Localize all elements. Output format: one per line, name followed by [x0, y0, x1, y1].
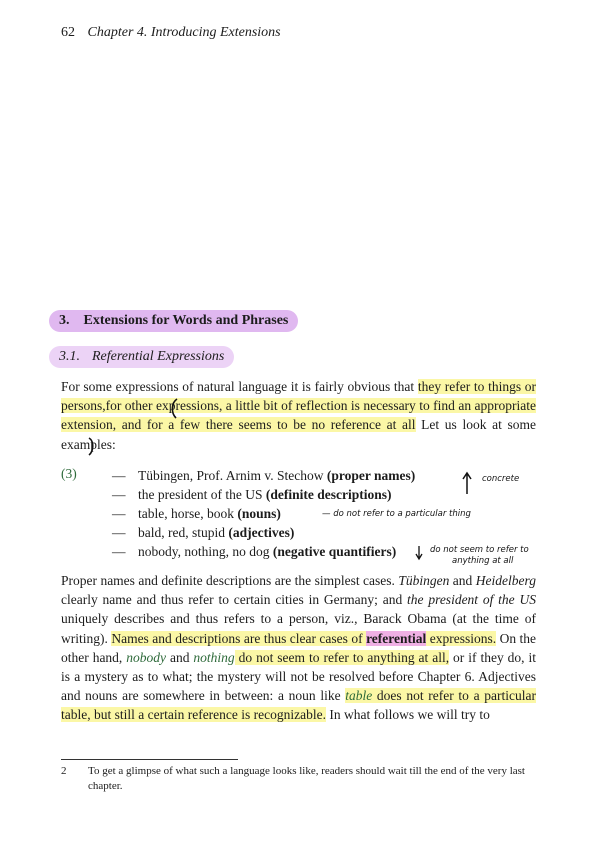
page-number: 62 [61, 25, 75, 40]
p2-highlight: expressions. [426, 630, 497, 646]
p2-italic-green: nobody [126, 649, 167, 665]
example-category: (adjectives) [228, 525, 295, 540]
p2-text: and [166, 649, 194, 665]
dash: — [112, 506, 126, 521]
p2-italic-green: nothing [193, 649, 235, 665]
subsection-title: Referential Expressions [92, 349, 225, 364]
p2-highlight-referential: referential [366, 630, 427, 646]
p2-text: uniquely describes and thus refers to a person, viz., Barack Obama (at the time of writing). [61, 611, 536, 646]
p1-text: For some expressions of natural language it is fairly obvious that [61, 379, 418, 394]
example-item [112, 485, 415, 504]
chapter-title: Chapter 4. Introducing Extensions [87, 25, 281, 40]
example-category: (proper names) [326, 468, 416, 483]
paragraph-discussion [61, 571, 536, 725]
subsection-number: 3.1. [59, 349, 80, 364]
arrow-down-icon [416, 546, 422, 559]
example-category: (nouns) [237, 506, 281, 521]
footnote-rule [61, 759, 238, 760]
p1-highlight-reflection: for other expressions, a little bit of reflection is necessary to find an appropriate extension, and for a few there seems to be no reference at all [61, 398, 536, 433]
dash: — [112, 487, 126, 502]
handwritten-note-concrete: concrete [482, 474, 520, 484]
example-label: (3) [61, 466, 77, 481]
example-text: nobody, nothing, no dog [138, 544, 273, 559]
paragraph-intro [61, 377, 536, 454]
p2-highlight: Names and descriptions are thus clear cases of [111, 630, 367, 646]
p2-highlight: does not refer to a particular table, but still a certain reference is recognizable. [61, 688, 536, 723]
p2-italic: the president of the US [407, 592, 536, 608]
section-number: 3. [59, 313, 70, 328]
p2-text: On the other hand, [61, 630, 537, 665]
example-text: the president of the US [138, 487, 266, 502]
arrow-up-icon [463, 473, 471, 494]
section-heading [49, 310, 298, 332]
section-title: Extensions for Words and Phrases [83, 313, 289, 328]
dash: — [112, 468, 126, 483]
running-header [61, 25, 281, 41]
p1-highlight-things: they refer to things or persons, [61, 379, 537, 414]
p2-text: Proper names and definite descriptions are the simplest cases. [61, 573, 399, 588]
p2-highlight: do not seem to refer to anything at all, [234, 649, 450, 665]
p2-text: or if they do, it is a mystery as to what; the mystery will not be resolved before Chapter 6. Adjectives and nouns are somewhere in between: a noun like [61, 649, 536, 704]
dash: — [112, 544, 126, 559]
p2-text: clearly name and thus refer to certain cities in Germany; and [61, 592, 408, 608]
handwritten-note-not-particular: — do not refer to a particular thing [322, 509, 471, 519]
example-text: bald, red, stupid [138, 525, 229, 540]
p2-text: In what follows we will try to [326, 707, 490, 723]
dash: — [112, 525, 126, 540]
p2-italic-green: table [345, 688, 373, 704]
handwritten-note-no-refer: do not seem to refer to [430, 545, 529, 555]
p1-text-end: Let us look at some examples: [61, 417, 536, 452]
example-item [112, 466, 415, 485]
example-text: Tübingen, Prof. Arnim v. Stechow [138, 468, 327, 483]
handwritten-note-anything: anything at all [452, 556, 514, 566]
footnote-text: To get a glimpse of what such a language looks like, readers should wait till the end of the very last chapter. [88, 765, 525, 792]
p2-italic: Heidelberg [475, 573, 536, 588]
p2-text: and [449, 573, 476, 588]
p2-italic: Tübingen [398, 573, 450, 588]
example-category: (negative quantifiers) [272, 544, 397, 559]
example-text: table, horse, book [138, 506, 238, 521]
example-category: (definite descriptions) [265, 487, 392, 502]
subsection-heading [49, 346, 234, 368]
example-item [112, 523, 415, 542]
example-item [112, 542, 415, 561]
footnote-number: 2 [61, 765, 67, 777]
footnote [61, 764, 539, 794]
